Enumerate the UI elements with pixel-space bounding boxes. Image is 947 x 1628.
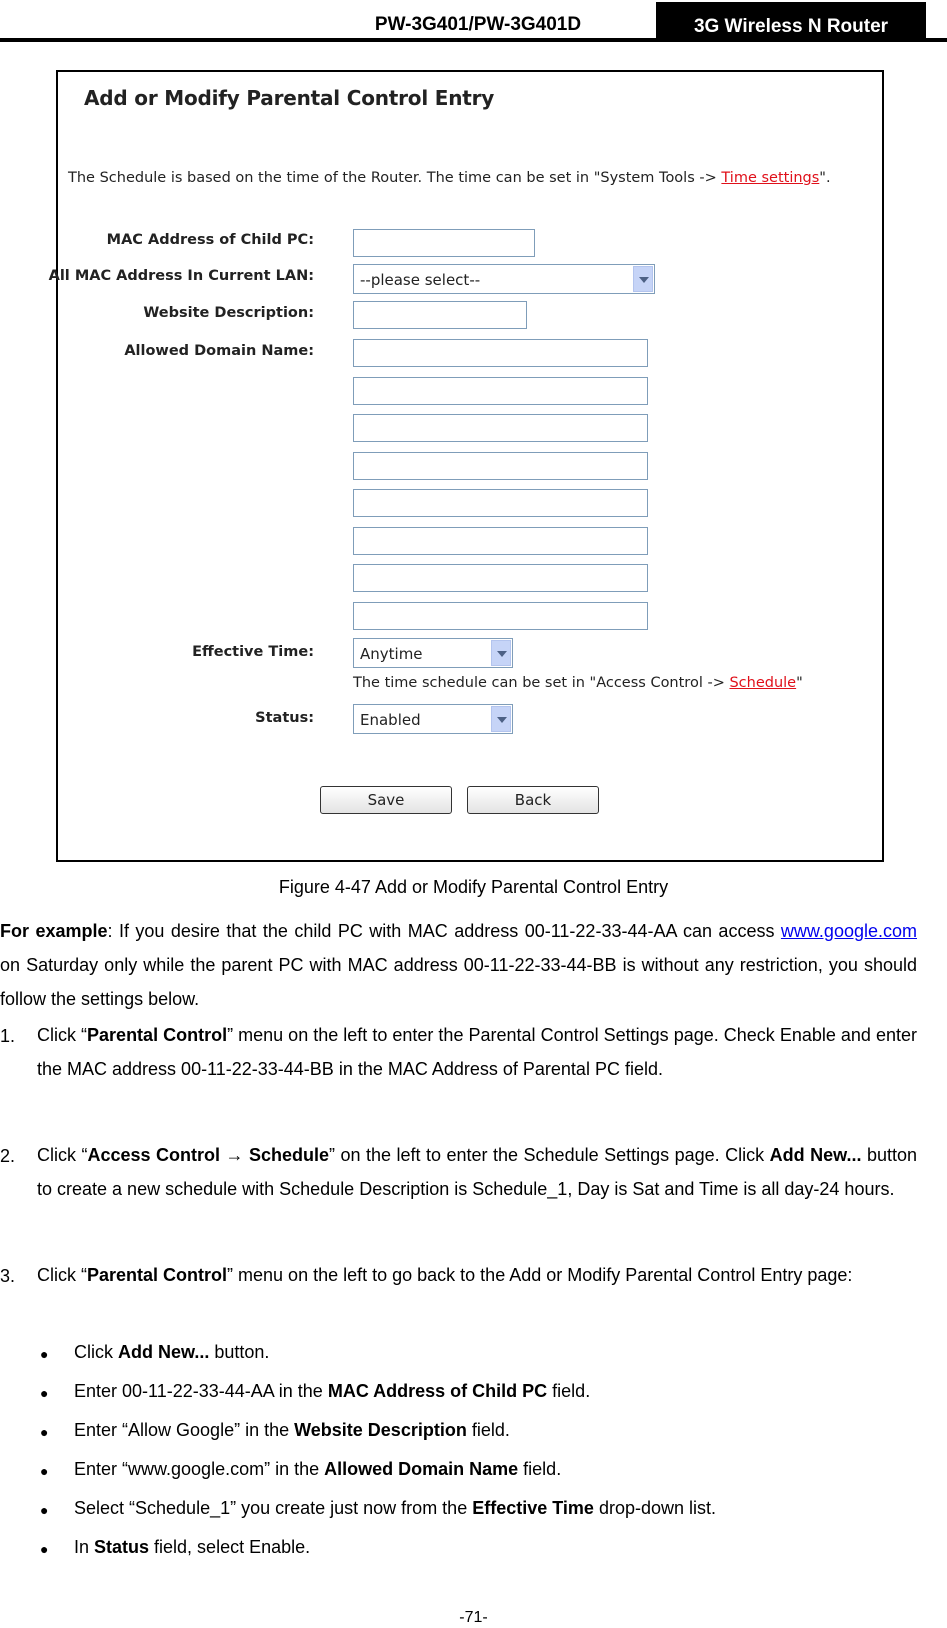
schedule-note-text: The time schedule can be set in "Access Control ->: [353, 675, 730, 691]
step-3-a: Click “: [37, 1265, 87, 1285]
domain-input-1[interactable]: [353, 339, 648, 367]
domain-input-3[interactable]: [353, 414, 648, 442]
step-2-b: Access Control → Schedule: [87, 1145, 330, 1165]
domain-input-5[interactable]: [353, 489, 648, 517]
chevron-down-icon[interactable]: [491, 706, 511, 732]
bullet-item-2: Enter 00-11-22-33-44-AA in the MAC Address of Child PC field.: [74, 1381, 591, 1401]
step-3-number: 3.: [0, 1266, 16, 1286]
step-2-a: Click “: [37, 1145, 88, 1165]
status-value: Enabled: [360, 711, 421, 729]
domain-input-2[interactable]: [353, 377, 648, 405]
time-settings-link[interactable]: Time settings: [721, 170, 820, 186]
mac-child-input[interactable]: [353, 229, 535, 257]
step-2-number: 2.: [0, 1146, 16, 1166]
google-link[interactable]: www.google.com: [780, 921, 917, 941]
step-3-text: [37, 1258, 917, 1292]
step-1-b: Parental Control: [87, 1025, 228, 1045]
bullet-item-1: Click Add New... button.: [74, 1342, 270, 1362]
domain-input-6[interactable]: [353, 527, 648, 555]
step-1-a: Click “: [37, 1025, 88, 1045]
website-desc-label: Website Description:: [143, 305, 314, 321]
effective-time-value: Anytime: [360, 645, 423, 663]
bullet-item-4: Enter “www.google.com” in the Allowed Domain Name field.: [74, 1459, 562, 1479]
chevron-down-icon[interactable]: [633, 266, 653, 292]
header-rule: [0, 38, 947, 42]
step-2-e: button to create a new schedule with Schedule Description is Schedule_1, Day is Sat and Time is all day-24 hours.: [37, 1145, 917, 1199]
schedule-note: [353, 675, 803, 691]
page-number: -71-: [459, 1609, 488, 1626]
step-2-d: Add New...: [769, 1145, 862, 1165]
step-2-text: [37, 1138, 917, 1206]
mac-child-label: MAC Address of Child PC:: [106, 232, 314, 248]
form-title: Add or Modify Parental Control Entry: [84, 86, 495, 110]
save-button[interactable]: Save: [320, 786, 452, 814]
effective-time-label: Effective Time:: [192, 644, 314, 660]
header-model: PW-3G401/PW-3G401D: [374, 14, 582, 35]
step-1-number: 1.: [0, 1026, 16, 1046]
all-mac-value: --please select--: [360, 271, 481, 289]
website-desc-input[interactable]: [353, 301, 527, 329]
all-mac-select[interactable]: [353, 264, 655, 294]
step-3-b: Parental Control: [87, 1265, 228, 1285]
domain-input-8[interactable]: [353, 602, 648, 630]
status-label: Status:: [255, 710, 314, 726]
note-suffix: ".: [819, 170, 831, 186]
bullet-item-5: Select “Schedule_1” you create just now from the Effective Time drop-down list.: [74, 1498, 717, 1518]
chevron-down-icon[interactable]: [491, 640, 511, 666]
bullet-icon: ●: [40, 1463, 49, 1479]
bullet-item-3: Enter “Allow Google” in the Website Description field.: [74, 1420, 510, 1440]
schedule-note-suffix: ": [796, 675, 803, 691]
example-text-1: : If you desire that the child PC with MAC address 00-11-22-33-44-AA can access: [107, 921, 781, 941]
figure-caption: Figure 4-47 Add or Modify Parental Control Entry: [278, 877, 669, 897]
bullet-item-6: In Status field, select Enable.: [74, 1537, 311, 1557]
header-product-tab: 3G Wireless N Router: [656, 2, 926, 42]
bullet-icon: ●: [40, 1424, 49, 1440]
example-paragraph: [0, 914, 917, 1016]
all-mac-label: All MAC Address In Current LAN:: [48, 268, 314, 284]
domain-input-7[interactable]: [353, 564, 648, 592]
note-text: The Schedule is based on the time of the Router. The time can be set in "System Tools ->: [68, 170, 722, 186]
example-lead: For example: [0, 921, 108, 941]
step-1-c: ” menu on the left to enter the Parental Control Settings page. Check Enable and enter the MAC address 00-11-22-33-44-BB in the MAC Address of Parental PC field.: [37, 1025, 917, 1079]
bullet-icon: ●: [40, 1541, 49, 1557]
effective-time-select[interactable]: [353, 638, 513, 668]
bullet-icon: ●: [40, 1385, 49, 1401]
step-1-text: [37, 1018, 917, 1086]
domain-input-4[interactable]: [353, 452, 648, 480]
schedule-time-note: [68, 170, 831, 186]
step-3-c: ” menu on the left to go back to the Add or Modify Parental Control Entry page:: [227, 1265, 853, 1285]
status-select[interactable]: [353, 704, 513, 734]
example-text-2: on Saturday only while the parent PC with MAC address 00-11-22-33-44-BB is without any restriction, you should follow the settings below.: [0, 955, 917, 1009]
bullet-icon: ●: [40, 1502, 49, 1518]
figure-screenshot-panel: [48, 70, 884, 862]
back-button[interactable]: Back: [467, 786, 599, 814]
step-2-c: ” on the left to enter the Schedule Settings page. Click: [329, 1145, 770, 1165]
allowed-domain-label: Allowed Domain Name:: [124, 343, 314, 359]
bullet-icon: ●: [40, 1346, 49, 1362]
schedule-link[interactable]: Schedule: [729, 675, 797, 691]
